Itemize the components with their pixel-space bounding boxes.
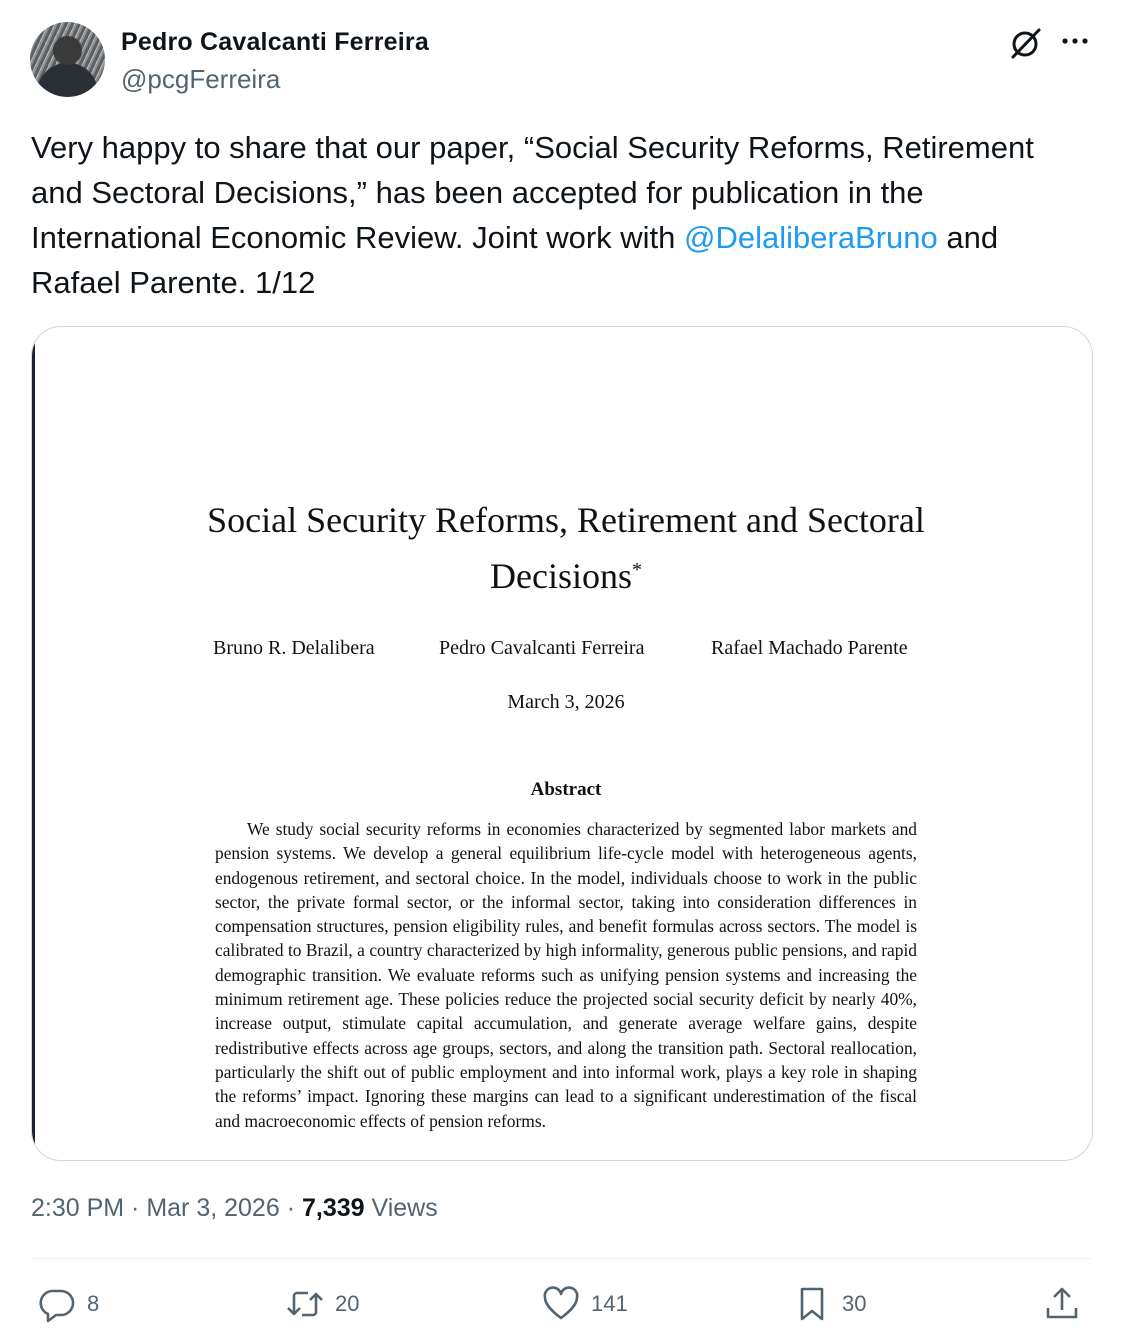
heart-icon xyxy=(541,1284,581,1324)
paper-date: March 3, 2026 xyxy=(507,691,625,713)
tweet-text xyxy=(31,125,1091,305)
like-count: 141 xyxy=(591,1291,628,1316)
bookmark-icon xyxy=(792,1284,832,1324)
paper-title xyxy=(162,492,970,604)
mention-link[interactable]: @DelaliberaBruno xyxy=(684,220,938,255)
media-card[interactable] xyxy=(31,326,1093,1161)
like-button[interactable] xyxy=(541,1284,628,1324)
reply-icon xyxy=(37,1284,77,1324)
bookmark-button[interactable] xyxy=(792,1284,866,1324)
reply-button[interactable] xyxy=(37,1284,99,1324)
paper-title-footnote-mark: * xyxy=(631,559,642,581)
paper-author-1: Bruno R. Delalibera xyxy=(213,637,375,659)
divider xyxy=(31,1258,1091,1259)
views-count: 7,339 xyxy=(301,1194,365,1222)
meta-separator: · xyxy=(279,1194,302,1222)
tweet-meta xyxy=(31,1194,438,1223)
avatar[interactable] xyxy=(30,22,105,97)
share-icon xyxy=(1042,1284,1082,1324)
paper-title-text: Social Security Reforms, Retirement and Sectoral Decisions xyxy=(207,500,925,596)
more-options-icon[interactable] xyxy=(1058,22,1094,58)
views-label: Views xyxy=(364,1194,438,1222)
tweet-text-part2: and Rafael Parente. 1/12 xyxy=(31,220,999,300)
retweet-count: 20 xyxy=(335,1291,360,1316)
abstract-heading: Abstract xyxy=(530,779,602,800)
paper-author-2: Pedro Cavalcanti Ferreira xyxy=(439,637,645,659)
tweet-date[interactable]: Mar 3, 2026 xyxy=(146,1194,280,1222)
tweet-text-part1: Very happy to share that our paper, “Social Security Reforms, Retirement and Sectoral Decisions,” has been accepted for publication in the International Economic Review. Joint work with xyxy=(31,130,1034,255)
abstract-text: We study social security reforms in economies characterized by segmented labor markets and pension systems. We develop a general equilibrium life-cycle model with heterogeneous agents, endogenous retirement, and sectoral choice. In the model, individuals choose to work in the public sector, the private formal sector, or the informal sector, taking into consideration differences in compensation structures, pension eligibility rules, and benefit formulas across sectors. The model is calibrated to Brazil, a country characterized by high informality, generous public pensions, and rapid demographic transition. We evaluate reforms such as unifying pension systems and increasing the minimum retirement age. These policies reduce the projected social security deficit by nearly 40%, increase output, stimulate capital accumulation, and generate average welfare gains, despite redistributive effects across age groups, sectors, and along the transition path. Sectoral reallocation, particularly the shift out of public employment and into informal work, plays a key role in shaping the reforms’ impact. Ignoring these margins can lead to a significant underestimation of the fiscal and macroeconomic effects of pension reforms. xyxy=(215,819,917,1131)
meta-separator: · xyxy=(124,1194,147,1222)
author-handle[interactable]: @pcgFerreira xyxy=(121,64,281,94)
grok-icon[interactable] xyxy=(1008,25,1044,61)
bookmark-count: 30 xyxy=(842,1291,867,1316)
retweet-button[interactable] xyxy=(285,1284,359,1324)
retweet-icon xyxy=(285,1284,325,1324)
paper-author-3: Rafael Machado Parente xyxy=(711,637,908,659)
author-name[interactable]: Pedro Cavalcanti Ferreira xyxy=(121,28,429,56)
reply-count: 8 xyxy=(87,1291,100,1316)
paper-page xyxy=(32,327,1092,1160)
share-button[interactable] xyxy=(1042,1284,1082,1324)
tweet-time[interactable]: 2:30 PM xyxy=(31,1194,125,1222)
